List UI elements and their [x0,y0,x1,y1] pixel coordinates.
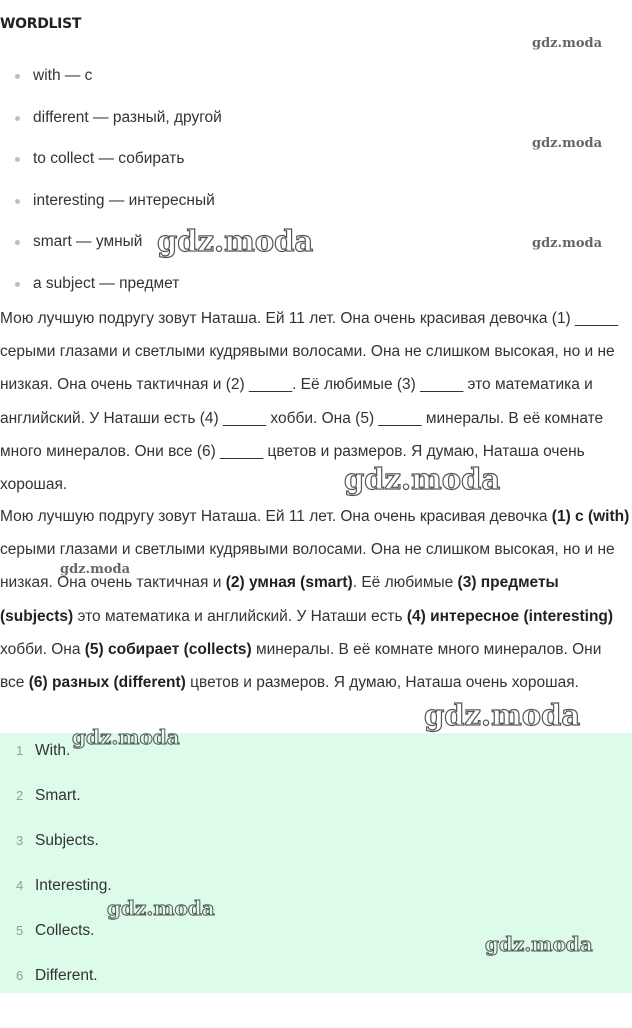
watermark: gdz.moda [157,224,314,258]
bullet-icon [15,240,20,245]
bullet-icon [15,74,20,79]
answer-paragraph: Мою лучшую подругу зовут Наташа. Ей 11 лет. Она очень красивая девочка (1) с (with) серыми глазами и светлыми кудрявыми волосами. Она не слишком высокая, но и не низкая. Она очень тактичная и (2) умная (smart). Её любимые (3) предметы (subjects) это математика и английский. У Наташи есть (4) интересное (interesting) хобби. Она (5) собирает (collects) минералы. В её комнате много минералов. Они все (6) разных (different) цветов и размеров. Я думаю, Наташа очень хорошая. [0,508,630,692]
watermark: gdz.moda [344,462,501,496]
watermark: gdz.moda [485,932,593,956]
watermark: gdz.moda [532,236,603,251]
watermark: gdz.moda [424,698,581,732]
bullet-icon [15,116,20,121]
bullet-icon [15,199,20,204]
exercise-paragraph: Мою лучшую подругу зовут Наташа. Ей 11 лет. Она очень красивая девочка (1) _____ серыми глазами и светлыми кудрявыми волосами. Она не слишком высокая, но и не низкая. Она очень тактичная и (2) _____. Её любимые (3) _____ это математика и английский. У Наташи есть (4) _____ хобби. Она (5) _____ минералы. В её комнате много минералов. Они все (6) _____ цветов и размеров. Я думаю, Наташа очень хорошая. [0,310,619,494]
bullet-icon [15,157,20,162]
wordlist-item: interesting — интересный [0,187,222,229]
answers-box: 1 With. 2 Smart. 3 Subjects. 4 Interesting. 5 Collects. 6 Different. [0,733,632,993]
wordlist-item: to collect — собирать [0,145,222,187]
bullet-icon [15,282,20,287]
wordlist-item: different — разный, другой [0,104,222,146]
watermark: gdz.moda [60,562,131,577]
wordlist-item: a subject — предмет [0,270,222,312]
watermark: gdz.moda [532,36,603,51]
watermark: gdz.moda [532,136,603,151]
wordlist-heading: WORDLIST [0,16,82,32]
watermark: gdz.moda [72,725,180,749]
watermark: gdz.moda [107,896,215,920]
wordlist [0,62,222,312]
wordlist-item: smart — умный [0,228,222,270]
wordlist-item: with — с [0,62,222,104]
